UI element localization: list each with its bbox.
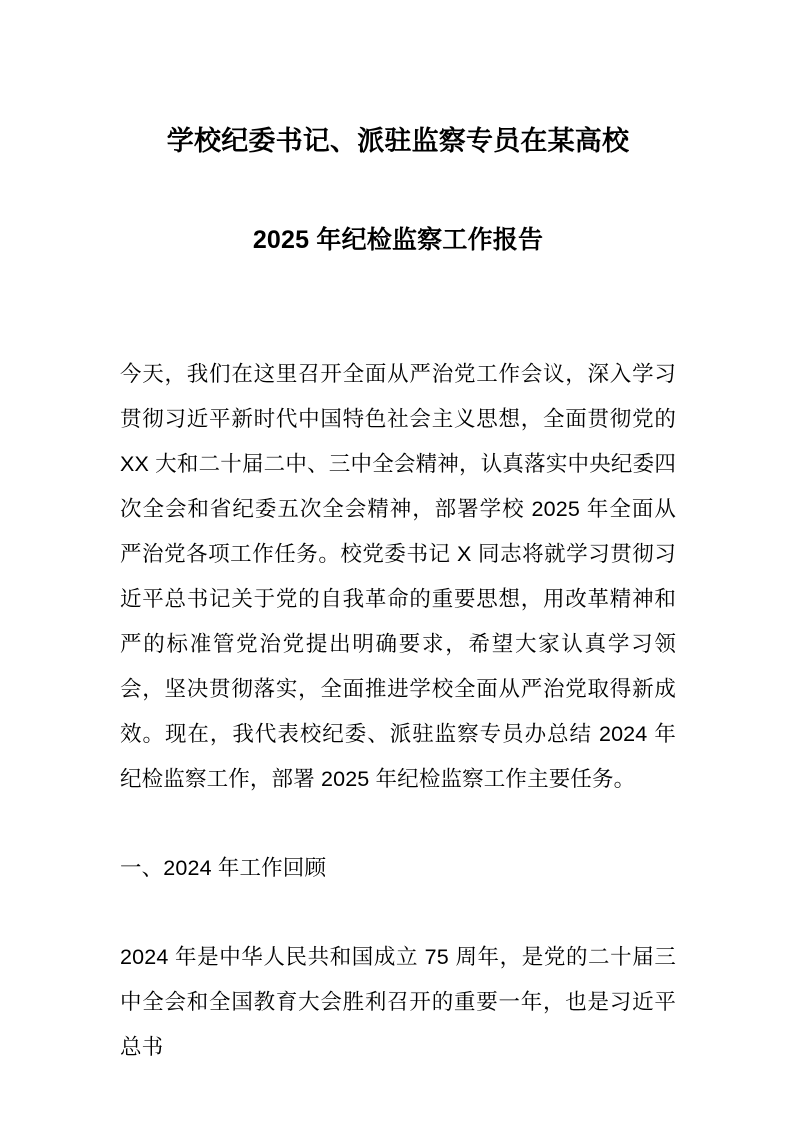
section-heading-one: 一、2024 年工作回顾 (120, 856, 327, 880)
document-title (120, 0, 676, 256)
paragraph-opening: 今天，我们在这里召开全面从严治党工作会议，深入学习贯彻习近平新时代中国特色社会主义思想，全面贯彻党的 XX 大和二十届二中、三中全会精神，认真落实中央纪委四次全会和省纪委五次全会精神，部署学校 2025 年全面从严治党各项工作任务。校党委书记 X 同志将就学习贯彻习近平总书记关于党的自我革命的重要思想，用改革精神和严的标准管党治党提出明确要求，希望大家认真学习领会，坚决贯彻落实，全面推进学校全面从严治党取得新成效。现在，我代表校纪委、派驻监察专员办总结 2024 年纪检监察工作，部署 2025 年纪检监察工作主要任务。 (120, 362, 676, 791)
document-title-line-1: 学校纪委书记、派驻监察专员在某高校 (166, 126, 630, 156)
page-content (120, 0, 676, 1070)
document-title-line-2: 2025 年纪检监察工作报告 (252, 226, 544, 254)
paragraph-section-one-body: 2024 年是中华人民共和国成立 75 周年，是党的二十届三中全会和全国教育大会胜利召开的重要一年，也是习近平总书 (120, 945, 676, 1059)
document-body (120, 256, 676, 1070)
